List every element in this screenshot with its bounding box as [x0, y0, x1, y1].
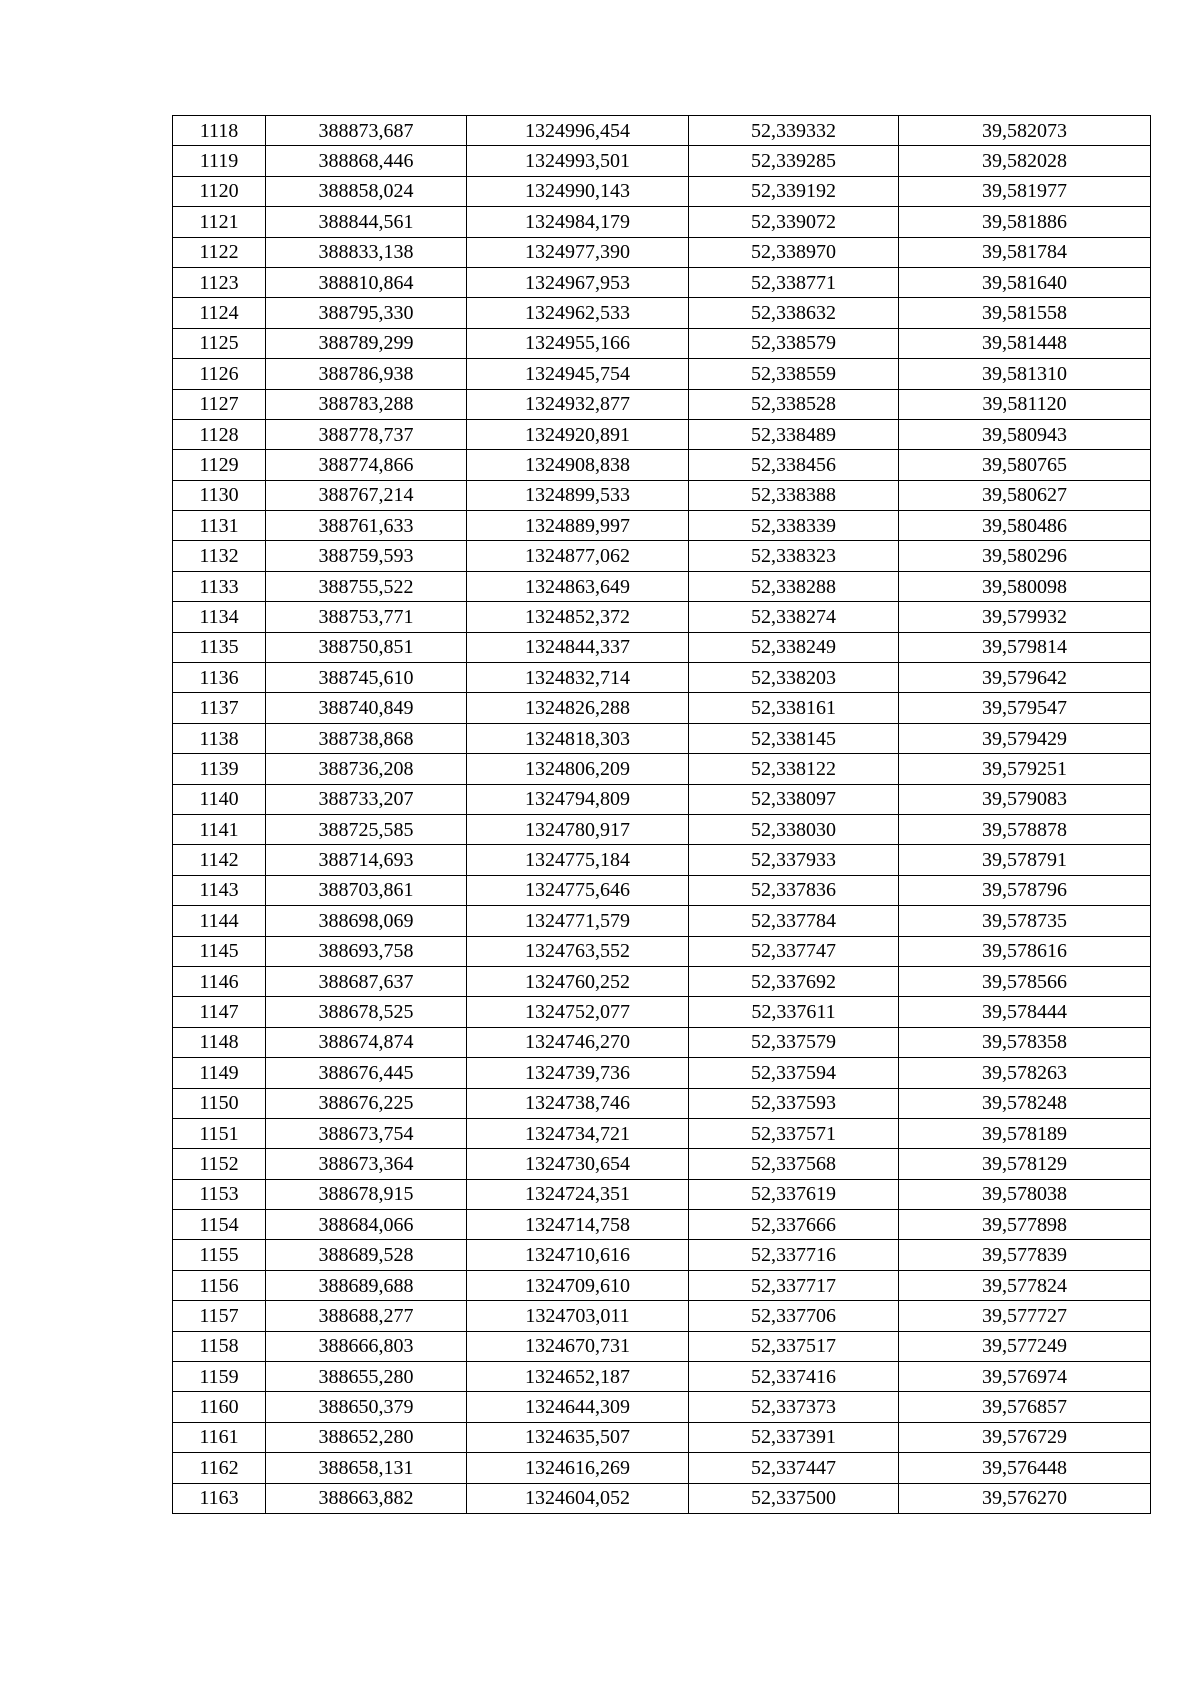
y-coordinate-cell: 1324908,838	[467, 450, 689, 480]
longitude-cell: 39,578248	[899, 1088, 1151, 1118]
table-row	[173, 328, 1151, 358]
latitude-cell: 52,338456	[689, 450, 899, 480]
y-coordinate-cell: 1324826,288	[467, 693, 689, 723]
longitude-cell: 39,577824	[899, 1270, 1151, 1300]
table-row	[173, 663, 1151, 693]
longitude-cell: 39,577839	[899, 1240, 1151, 1270]
longitude-cell: 39,582073	[899, 116, 1151, 146]
longitude-cell: 39,579429	[899, 723, 1151, 753]
latitude-cell: 52,339072	[689, 207, 899, 237]
y-coordinate-cell: 1324984,179	[467, 207, 689, 237]
point-number-cell: 1122	[173, 237, 266, 267]
longitude-cell: 39,578038	[899, 1179, 1151, 1209]
longitude-cell: 39,578566	[899, 966, 1151, 996]
y-coordinate-cell: 1324977,390	[467, 237, 689, 267]
latitude-cell: 52,337593	[689, 1088, 899, 1118]
latitude-cell: 52,338288	[689, 571, 899, 601]
y-coordinate-cell: 1324709,610	[467, 1270, 689, 1300]
table-row	[173, 936, 1151, 966]
longitude-cell: 39,577898	[899, 1210, 1151, 1240]
table-row	[173, 784, 1151, 814]
x-coordinate-cell: 388868,446	[266, 146, 467, 176]
table-row	[173, 116, 1151, 146]
table-row	[173, 450, 1151, 480]
table-row	[173, 541, 1151, 571]
x-coordinate-cell: 388725,585	[266, 814, 467, 844]
point-number-cell: 1162	[173, 1453, 266, 1483]
point-number-cell: 1137	[173, 693, 266, 723]
x-coordinate-cell: 388750,851	[266, 632, 467, 662]
latitude-cell: 52,338632	[689, 298, 899, 328]
table-row	[173, 1210, 1151, 1240]
y-coordinate-cell: 1324739,736	[467, 1058, 689, 1088]
y-coordinate-cell: 1324945,754	[467, 359, 689, 389]
x-coordinate-cell: 388858,024	[266, 176, 467, 206]
latitude-cell: 52,339192	[689, 176, 899, 206]
table-row	[173, 845, 1151, 875]
x-coordinate-cell: 388753,771	[266, 602, 467, 632]
table-row	[173, 632, 1151, 662]
point-number-cell: 1125	[173, 328, 266, 358]
latitude-cell: 52,338388	[689, 480, 899, 510]
latitude-cell: 52,337716	[689, 1240, 899, 1270]
x-coordinate-cell: 388736,208	[266, 754, 467, 784]
longitude-cell: 39,581784	[899, 237, 1151, 267]
coordinates-table	[172, 115, 1151, 1514]
latitude-cell: 52,339285	[689, 146, 899, 176]
latitude-cell: 52,337611	[689, 997, 899, 1027]
point-number-cell: 1148	[173, 1027, 266, 1057]
x-coordinate-cell: 388698,069	[266, 906, 467, 936]
table-row	[173, 1027, 1151, 1057]
x-coordinate-cell: 388684,066	[266, 1210, 467, 1240]
longitude-cell: 39,580098	[899, 571, 1151, 601]
point-number-cell: 1133	[173, 571, 266, 601]
x-coordinate-cell: 388678,915	[266, 1179, 467, 1209]
y-coordinate-cell: 1324889,997	[467, 511, 689, 541]
x-coordinate-cell: 388655,280	[266, 1362, 467, 1392]
y-coordinate-cell: 1324734,721	[467, 1118, 689, 1148]
latitude-cell: 52,337568	[689, 1149, 899, 1179]
table-row	[173, 298, 1151, 328]
longitude-cell: 39,581310	[899, 359, 1151, 389]
latitude-cell: 52,337579	[689, 1027, 899, 1057]
table-row	[173, 1088, 1151, 1118]
y-coordinate-cell: 1324775,184	[467, 845, 689, 875]
table-row	[173, 359, 1151, 389]
longitude-cell: 39,581886	[899, 207, 1151, 237]
longitude-cell: 39,578444	[899, 997, 1151, 1027]
longitude-cell: 39,580627	[899, 480, 1151, 510]
point-number-cell: 1160	[173, 1392, 266, 1422]
x-coordinate-cell: 388652,280	[266, 1422, 467, 1452]
longitude-cell: 39,580765	[899, 450, 1151, 480]
table-row	[173, 146, 1151, 176]
y-coordinate-cell: 1324714,758	[467, 1210, 689, 1240]
latitude-cell: 52,337391	[689, 1422, 899, 1452]
point-number-cell: 1144	[173, 906, 266, 936]
y-coordinate-cell: 1324844,337	[467, 632, 689, 662]
longitude-cell: 39,577727	[899, 1301, 1151, 1331]
x-coordinate-cell: 388761,633	[266, 511, 467, 541]
table-row	[173, 1483, 1151, 1513]
point-number-cell: 1143	[173, 875, 266, 905]
y-coordinate-cell: 1324780,917	[467, 814, 689, 844]
latitude-cell: 52,337717	[689, 1270, 899, 1300]
y-coordinate-cell: 1324996,454	[467, 116, 689, 146]
longitude-cell: 39,578878	[899, 814, 1151, 844]
x-coordinate-cell: 388755,522	[266, 571, 467, 601]
latitude-cell: 52,338249	[689, 632, 899, 662]
x-coordinate-cell: 388688,277	[266, 1301, 467, 1331]
x-coordinate-cell: 388810,864	[266, 267, 467, 297]
point-number-cell: 1130	[173, 480, 266, 510]
table-row	[173, 389, 1151, 419]
point-number-cell: 1155	[173, 1240, 266, 1270]
x-coordinate-cell: 388703,861	[266, 875, 467, 905]
table-row	[173, 571, 1151, 601]
latitude-cell: 52,338097	[689, 784, 899, 814]
latitude-cell: 52,338030	[689, 814, 899, 844]
longitude-cell: 39,576729	[899, 1422, 1151, 1452]
longitude-cell: 39,581640	[899, 267, 1151, 297]
longitude-cell: 39,578735	[899, 906, 1151, 936]
x-coordinate-cell: 388738,868	[266, 723, 467, 753]
table-row	[173, 1270, 1151, 1300]
table-row	[173, 511, 1151, 541]
table-row	[173, 1301, 1151, 1331]
table-row	[173, 207, 1151, 237]
coordinates-table-body	[173, 116, 1151, 1514]
x-coordinate-cell: 388650,379	[266, 1392, 467, 1422]
table-row	[173, 267, 1151, 297]
longitude-cell: 39,577249	[899, 1331, 1151, 1361]
longitude-cell: 39,578189	[899, 1118, 1151, 1148]
y-coordinate-cell: 1324794,809	[467, 784, 689, 814]
x-coordinate-cell: 388789,299	[266, 328, 467, 358]
x-coordinate-cell: 388689,528	[266, 1240, 467, 1270]
x-coordinate-cell: 388833,138	[266, 237, 467, 267]
point-number-cell: 1150	[173, 1088, 266, 1118]
longitude-cell: 39,581558	[899, 298, 1151, 328]
point-number-cell: 1146	[173, 966, 266, 996]
y-coordinate-cell: 1324877,062	[467, 541, 689, 571]
table-row	[173, 966, 1151, 996]
y-coordinate-cell: 1324652,187	[467, 1362, 689, 1392]
point-number-cell: 1128	[173, 419, 266, 449]
point-number-cell: 1156	[173, 1270, 266, 1300]
y-coordinate-cell: 1324760,252	[467, 966, 689, 996]
point-number-cell: 1131	[173, 511, 266, 541]
longitude-cell: 39,578263	[899, 1058, 1151, 1088]
y-coordinate-cell: 1324806,209	[467, 754, 689, 784]
table-row	[173, 419, 1151, 449]
x-coordinate-cell: 388693,758	[266, 936, 467, 966]
table-row	[173, 997, 1151, 1027]
x-coordinate-cell: 388733,207	[266, 784, 467, 814]
point-number-cell: 1136	[173, 663, 266, 693]
latitude-cell: 52,339332	[689, 116, 899, 146]
longitude-cell: 39,578129	[899, 1149, 1151, 1179]
y-coordinate-cell: 1324863,649	[467, 571, 689, 601]
table-row	[173, 1118, 1151, 1148]
longitude-cell: 39,580943	[899, 419, 1151, 449]
table-row	[173, 723, 1151, 753]
point-number-cell: 1138	[173, 723, 266, 753]
table-row	[173, 480, 1151, 510]
latitude-cell: 52,338323	[689, 541, 899, 571]
latitude-cell: 52,338970	[689, 237, 899, 267]
latitude-cell: 52,337706	[689, 1301, 899, 1331]
longitude-cell: 39,579814	[899, 632, 1151, 662]
point-number-cell: 1120	[173, 176, 266, 206]
latitude-cell: 52,337416	[689, 1362, 899, 1392]
longitude-cell: 39,576974	[899, 1362, 1151, 1392]
longitude-cell: 39,576448	[899, 1453, 1151, 1483]
point-number-cell: 1118	[173, 116, 266, 146]
y-coordinate-cell: 1324955,166	[467, 328, 689, 358]
point-number-cell: 1129	[173, 450, 266, 480]
x-coordinate-cell: 388786,938	[266, 359, 467, 389]
x-coordinate-cell: 388745,610	[266, 663, 467, 693]
point-number-cell: 1149	[173, 1058, 266, 1088]
latitude-cell: 52,338145	[689, 723, 899, 753]
x-coordinate-cell: 388778,737	[266, 419, 467, 449]
longitude-cell: 39,578796	[899, 875, 1151, 905]
y-coordinate-cell: 1324746,270	[467, 1027, 689, 1057]
point-number-cell: 1121	[173, 207, 266, 237]
y-coordinate-cell: 1324920,891	[467, 419, 689, 449]
table-row	[173, 1058, 1151, 1088]
y-coordinate-cell: 1324962,533	[467, 298, 689, 328]
point-number-cell: 1132	[173, 541, 266, 571]
latitude-cell: 52,337571	[689, 1118, 899, 1148]
y-coordinate-cell: 1324990,143	[467, 176, 689, 206]
table-row	[173, 1179, 1151, 1209]
longitude-cell: 39,579642	[899, 663, 1151, 693]
x-coordinate-cell: 388740,849	[266, 693, 467, 723]
latitude-cell: 52,338339	[689, 511, 899, 541]
x-coordinate-cell: 388844,561	[266, 207, 467, 237]
y-coordinate-cell: 1324993,501	[467, 146, 689, 176]
latitude-cell: 52,337500	[689, 1483, 899, 1513]
point-number-cell: 1141	[173, 814, 266, 844]
x-coordinate-cell: 388689,688	[266, 1270, 467, 1300]
x-coordinate-cell: 388678,525	[266, 997, 467, 1027]
latitude-cell: 52,338489	[689, 419, 899, 449]
y-coordinate-cell: 1324775,646	[467, 875, 689, 905]
longitude-cell: 39,578358	[899, 1027, 1151, 1057]
point-number-cell: 1124	[173, 298, 266, 328]
latitude-cell: 52,337666	[689, 1210, 899, 1240]
latitude-cell: 52,338559	[689, 359, 899, 389]
latitude-cell: 52,337692	[689, 966, 899, 996]
longitude-cell: 39,580486	[899, 511, 1151, 541]
y-coordinate-cell: 1324967,953	[467, 267, 689, 297]
point-number-cell: 1127	[173, 389, 266, 419]
table-row	[173, 1422, 1151, 1452]
x-coordinate-cell: 388873,687	[266, 116, 467, 146]
y-coordinate-cell: 1324724,351	[467, 1179, 689, 1209]
y-coordinate-cell: 1324763,552	[467, 936, 689, 966]
point-number-cell: 1163	[173, 1483, 266, 1513]
x-coordinate-cell: 388663,882	[266, 1483, 467, 1513]
point-number-cell: 1157	[173, 1301, 266, 1331]
x-coordinate-cell: 388714,693	[266, 845, 467, 875]
point-number-cell: 1154	[173, 1210, 266, 1240]
latitude-cell: 52,338161	[689, 693, 899, 723]
point-number-cell: 1142	[173, 845, 266, 875]
table-row	[173, 176, 1151, 206]
latitude-cell: 52,338528	[689, 389, 899, 419]
longitude-cell: 39,576857	[899, 1392, 1151, 1422]
y-coordinate-cell: 1324644,309	[467, 1392, 689, 1422]
latitude-cell: 52,338122	[689, 754, 899, 784]
x-coordinate-cell: 388673,754	[266, 1118, 467, 1148]
latitude-cell: 52,337747	[689, 936, 899, 966]
x-coordinate-cell: 388676,445	[266, 1058, 467, 1088]
longitude-cell: 39,579083	[899, 784, 1151, 814]
longitude-cell: 39,581448	[899, 328, 1151, 358]
latitude-cell: 52,337619	[689, 1179, 899, 1209]
latitude-cell: 52,337373	[689, 1392, 899, 1422]
table-row	[173, 814, 1151, 844]
latitude-cell: 52,337836	[689, 875, 899, 905]
table-row	[173, 237, 1151, 267]
table-row	[173, 1331, 1151, 1361]
table-row	[173, 754, 1151, 784]
longitude-cell: 39,580296	[899, 541, 1151, 571]
x-coordinate-cell: 388774,866	[266, 450, 467, 480]
longitude-cell: 39,582028	[899, 146, 1151, 176]
longitude-cell: 39,576270	[899, 1483, 1151, 1513]
table-row	[173, 693, 1151, 723]
y-coordinate-cell: 1324852,372	[467, 602, 689, 632]
point-number-cell: 1134	[173, 602, 266, 632]
x-coordinate-cell: 388687,637	[266, 966, 467, 996]
latitude-cell: 52,338203	[689, 663, 899, 693]
x-coordinate-cell: 388783,288	[266, 389, 467, 419]
longitude-cell: 39,579251	[899, 754, 1151, 784]
latitude-cell: 52,337447	[689, 1453, 899, 1483]
x-coordinate-cell: 388658,131	[266, 1453, 467, 1483]
y-coordinate-cell: 1324932,877	[467, 389, 689, 419]
table-row	[173, 906, 1151, 936]
point-number-cell: 1126	[173, 359, 266, 389]
table-row	[173, 1453, 1151, 1483]
x-coordinate-cell: 388676,225	[266, 1088, 467, 1118]
point-number-cell: 1152	[173, 1149, 266, 1179]
longitude-cell: 39,581120	[899, 389, 1151, 419]
table-row	[173, 1240, 1151, 1270]
x-coordinate-cell: 388759,593	[266, 541, 467, 571]
latitude-cell: 52,338579	[689, 328, 899, 358]
point-number-cell: 1145	[173, 936, 266, 966]
point-number-cell: 1139	[173, 754, 266, 784]
table-row	[173, 1392, 1151, 1422]
point-number-cell: 1135	[173, 632, 266, 662]
latitude-cell: 52,337933	[689, 845, 899, 875]
x-coordinate-cell: 388666,803	[266, 1331, 467, 1361]
point-number-cell: 1147	[173, 997, 266, 1027]
point-number-cell: 1161	[173, 1422, 266, 1452]
table-row	[173, 875, 1151, 905]
table-row	[173, 1149, 1151, 1179]
y-coordinate-cell: 1324832,714	[467, 663, 689, 693]
point-number-cell: 1159	[173, 1362, 266, 1392]
y-coordinate-cell: 1324635,507	[467, 1422, 689, 1452]
latitude-cell: 52,338274	[689, 602, 899, 632]
latitude-cell: 52,337517	[689, 1331, 899, 1361]
point-number-cell: 1158	[173, 1331, 266, 1361]
x-coordinate-cell: 388795,330	[266, 298, 467, 328]
table-row	[173, 1362, 1151, 1392]
x-coordinate-cell: 388767,214	[266, 480, 467, 510]
y-coordinate-cell: 1324670,731	[467, 1331, 689, 1361]
x-coordinate-cell: 388673,364	[266, 1149, 467, 1179]
y-coordinate-cell: 1324752,077	[467, 997, 689, 1027]
x-coordinate-cell: 388674,874	[266, 1027, 467, 1057]
longitude-cell: 39,581977	[899, 176, 1151, 206]
point-number-cell: 1140	[173, 784, 266, 814]
y-coordinate-cell: 1324771,579	[467, 906, 689, 936]
y-coordinate-cell: 1324703,011	[467, 1301, 689, 1331]
y-coordinate-cell: 1324730,654	[467, 1149, 689, 1179]
latitude-cell: 52,337784	[689, 906, 899, 936]
y-coordinate-cell: 1324616,269	[467, 1453, 689, 1483]
y-coordinate-cell: 1324818,303	[467, 723, 689, 753]
latitude-cell: 52,338771	[689, 267, 899, 297]
y-coordinate-cell: 1324710,616	[467, 1240, 689, 1270]
point-number-cell: 1151	[173, 1118, 266, 1148]
y-coordinate-cell: 1324899,533	[467, 480, 689, 510]
y-coordinate-cell: 1324604,052	[467, 1483, 689, 1513]
point-number-cell: 1123	[173, 267, 266, 297]
longitude-cell: 39,578616	[899, 936, 1151, 966]
y-coordinate-cell: 1324738,746	[467, 1088, 689, 1118]
longitude-cell: 39,579547	[899, 693, 1151, 723]
longitude-cell: 39,579932	[899, 602, 1151, 632]
point-number-cell: 1119	[173, 146, 266, 176]
latitude-cell: 52,337594	[689, 1058, 899, 1088]
point-number-cell: 1153	[173, 1179, 266, 1209]
longitude-cell: 39,578791	[899, 845, 1151, 875]
table-row	[173, 602, 1151, 632]
